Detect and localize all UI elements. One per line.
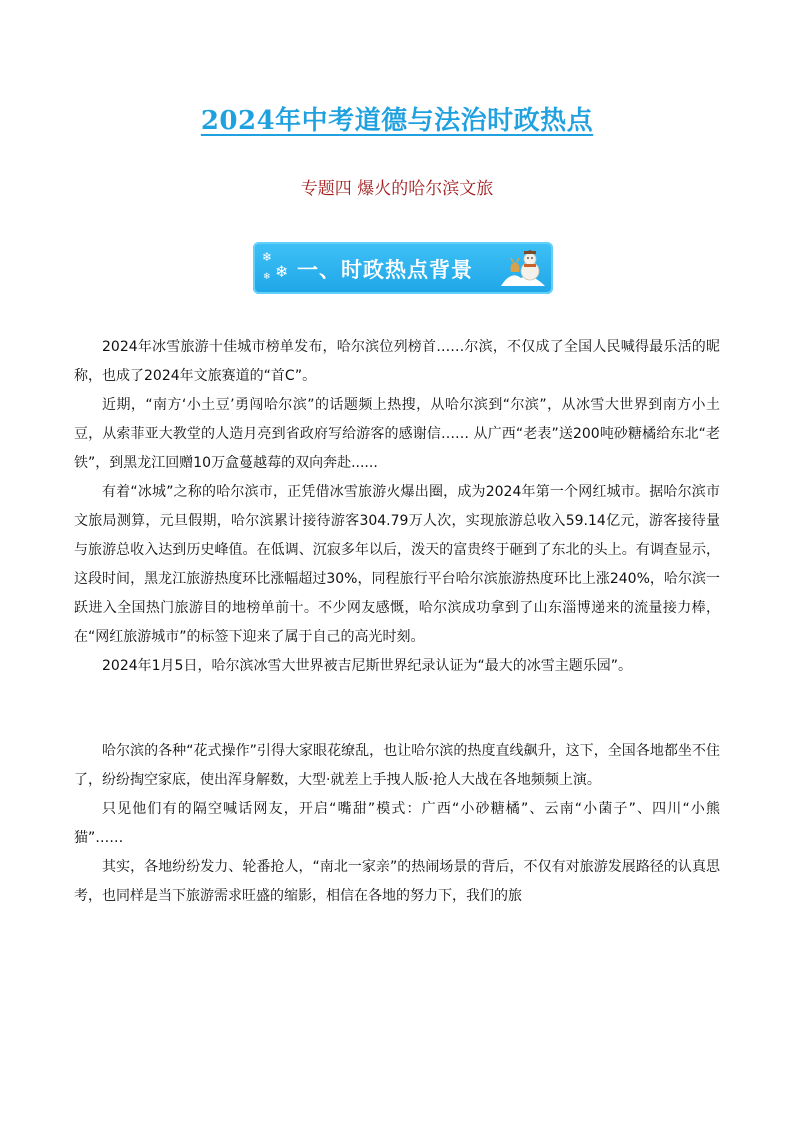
snowman-icon (501, 248, 545, 288)
page-title: 2024年中考道德与法治时政热点 (200, 106, 594, 136)
section-banner-label: 一、时政热点背景 (297, 258, 473, 282)
section-banner (253, 242, 553, 294)
paragraph: 2024年冰雪旅游十佳城市榜单发布，哈尔滨位列榜首……尔滨，不仅成了全国人民喊得最乐活的昵称，也成了2024年文旅赛道的“首C”。 (74, 339, 720, 384)
page-subtitle: 专题四 爆火的哈尔滨文旅 (300, 179, 494, 199)
paragraph: 哈尔滨的各种“花式操作”引得大家眼花缭乱，也让哈尔滨的热度直线飙升，这下，全国各地都坐不住了，纷纷掏空家底，使出浑身解数，大型·就差上手拽人版·抢人大战在各地频频上演。 (74, 743, 720, 788)
snowflake-icon: ❄ (275, 262, 289, 281)
paragraph-spacer (74, 681, 720, 737)
paragraph: 只见他们有的隔空喊话网友，开启“嘴甜”模式：广西“小砂糖橘”、云南“小菌子”、四川“小熊猫”…… (74, 801, 720, 846)
paragraph: 2024年1月5日，哈尔滨冰雪大世界被吉尼斯世界纪录认证为“最大的冰雪主题乐园”。 (102, 658, 632, 674)
snowflake-icon: ❄ (263, 272, 271, 282)
snowflake-icon: ❄ (262, 250, 273, 264)
paragraph: 有着“冰城”之称的哈尔滨市，正凭借冰雪旅游火爆出圈，成为2024年第一个网红城市。据哈尔滨市文旅局测算，元旦假期，哈尔滨累计接待游客304.79万人次，实现旅游总收入59.14亿元，游客接待量与旅游总收入达到历史峰值。在低调、沉寂多年以后，泼天的富贵终于砸到了东北的头上。有调查显示，这段时间，黑龙江旅游热度环比涨幅超过30%，同程旅行平台哈尔滨旅游热度环比上涨240%，哈尔滨一跃进入全国热门旅游目的地榜单前十。不少网友感慨，哈尔滨成功拿到了山东淄博递来的流量接力棒，在“网红旅游城市”的标签下迎来了属于自己的高光时刻。 (74, 484, 720, 645)
paragraph: 其实，各地纷纷发力、轮番抢人，“南北一家亲”的热闹场景的背后，不仅有对旅游发展路径的认真思考，也同样是当下旅游需求旺盛的缩影，相信在各地的努力下，我们的旅 (74, 859, 720, 904)
article-body (74, 333, 720, 911)
paragraph: 近期，“南方‘小土豆’勇闯哈尔滨”的话题频上热搜，从哈尔滨到“尔滨”，从冰雪大世界到南方小土豆，从索菲亚大教堂的人造月亮到省政府写给游客的感谢信…… 从广西“老表”送200吨砂糖橘给东北“老铁”，到黑龙江回赠10万盒蔓越莓的双向奔赴...... (74, 397, 720, 471)
